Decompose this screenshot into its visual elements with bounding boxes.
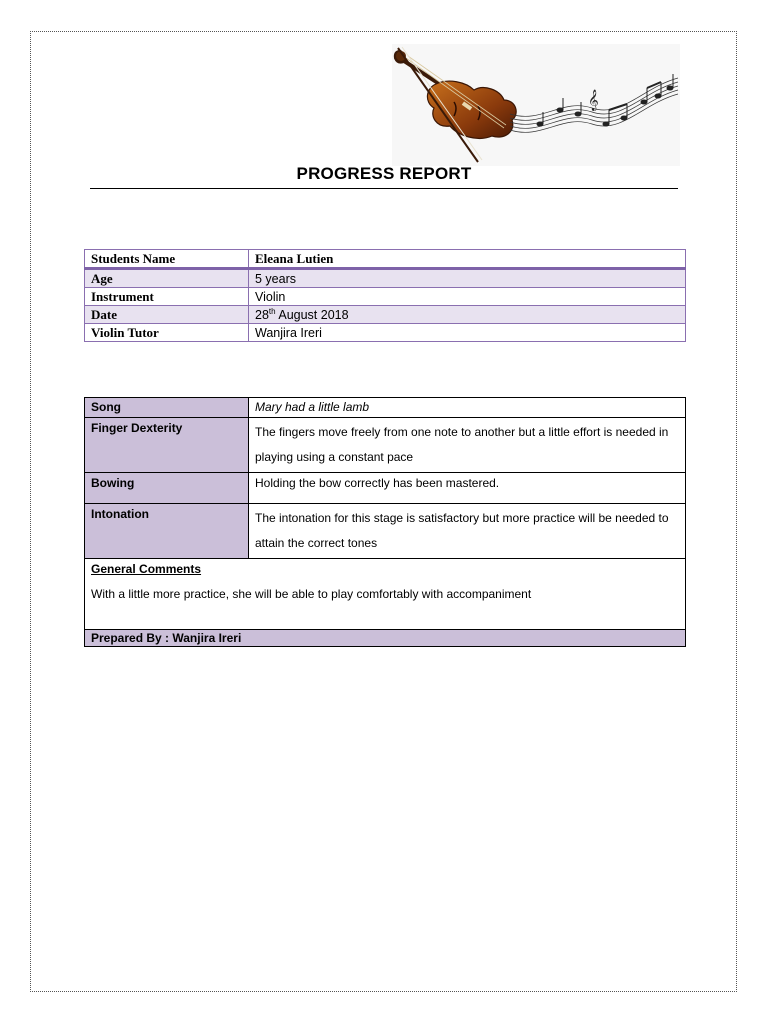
assessment-table — [84, 397, 686, 647]
instrument-label: Instrument — [85, 288, 249, 306]
table-row — [85, 324, 686, 342]
date-suffix: th — [268, 306, 276, 316]
violin-tutor-label: Violin Tutor — [85, 324, 249, 342]
age-value: 5 years — [249, 269, 686, 288]
song-value: Mary had a little lamb — [249, 398, 686, 418]
table-row — [85, 250, 686, 269]
student-info-table — [84, 249, 686, 342]
age-label: Age — [85, 269, 249, 288]
students-name-label: Students Name — [85, 250, 249, 269]
table-row — [85, 559, 686, 630]
table-row — [85, 288, 686, 306]
date-rest: August 2018 — [275, 308, 349, 323]
bowing-value: Holding the bow correctly has been mastered. — [249, 473, 686, 504]
table-row — [85, 473, 686, 504]
date-day: 28 — [255, 308, 269, 323]
instrument-value: Violin — [249, 288, 686, 306]
intonation-value: The intonation for this stage is satisfactory but more practice will be needed to attain the correct tones — [249, 504, 686, 559]
table-row — [85, 418, 686, 473]
date-label: Date — [85, 306, 249, 324]
prepared-by: Prepared By : Wanjira Ireri — [85, 630, 686, 647]
intonation-label: Intonation — [85, 504, 249, 559]
title-underline — [90, 188, 678, 189]
table-row — [85, 630, 686, 647]
general-comments-cell — [85, 559, 686, 630]
table-row — [85, 504, 686, 559]
general-comments-heading: General Comments — [91, 562, 202, 576]
table-row — [85, 306, 686, 324]
date-value — [249, 306, 686, 324]
svg-text:𝄞: 𝄞 — [588, 90, 599, 111]
table-row — [85, 398, 686, 418]
finger-dexterity-label: Finger Dexterity — [85, 418, 249, 473]
song-label: Song — [85, 398, 249, 418]
violin-music-notes-illustration — [392, 44, 680, 166]
report-title: PROGRESS REPORT — [296, 164, 472, 183]
violin-tutor-value: Wanjira Ireri — [249, 324, 686, 342]
students-name-value: Eleana Lutien — [249, 250, 686, 269]
table-row — [85, 269, 686, 288]
general-comments-text: With a little more practice, she will be able to play comfortably with accompaniment — [91, 587, 532, 601]
finger-dexterity-value: The fingers move freely from one note to another but a little effort is needed in playing using a constant pace — [249, 418, 686, 473]
bowing-label: Bowing — [85, 473, 249, 504]
